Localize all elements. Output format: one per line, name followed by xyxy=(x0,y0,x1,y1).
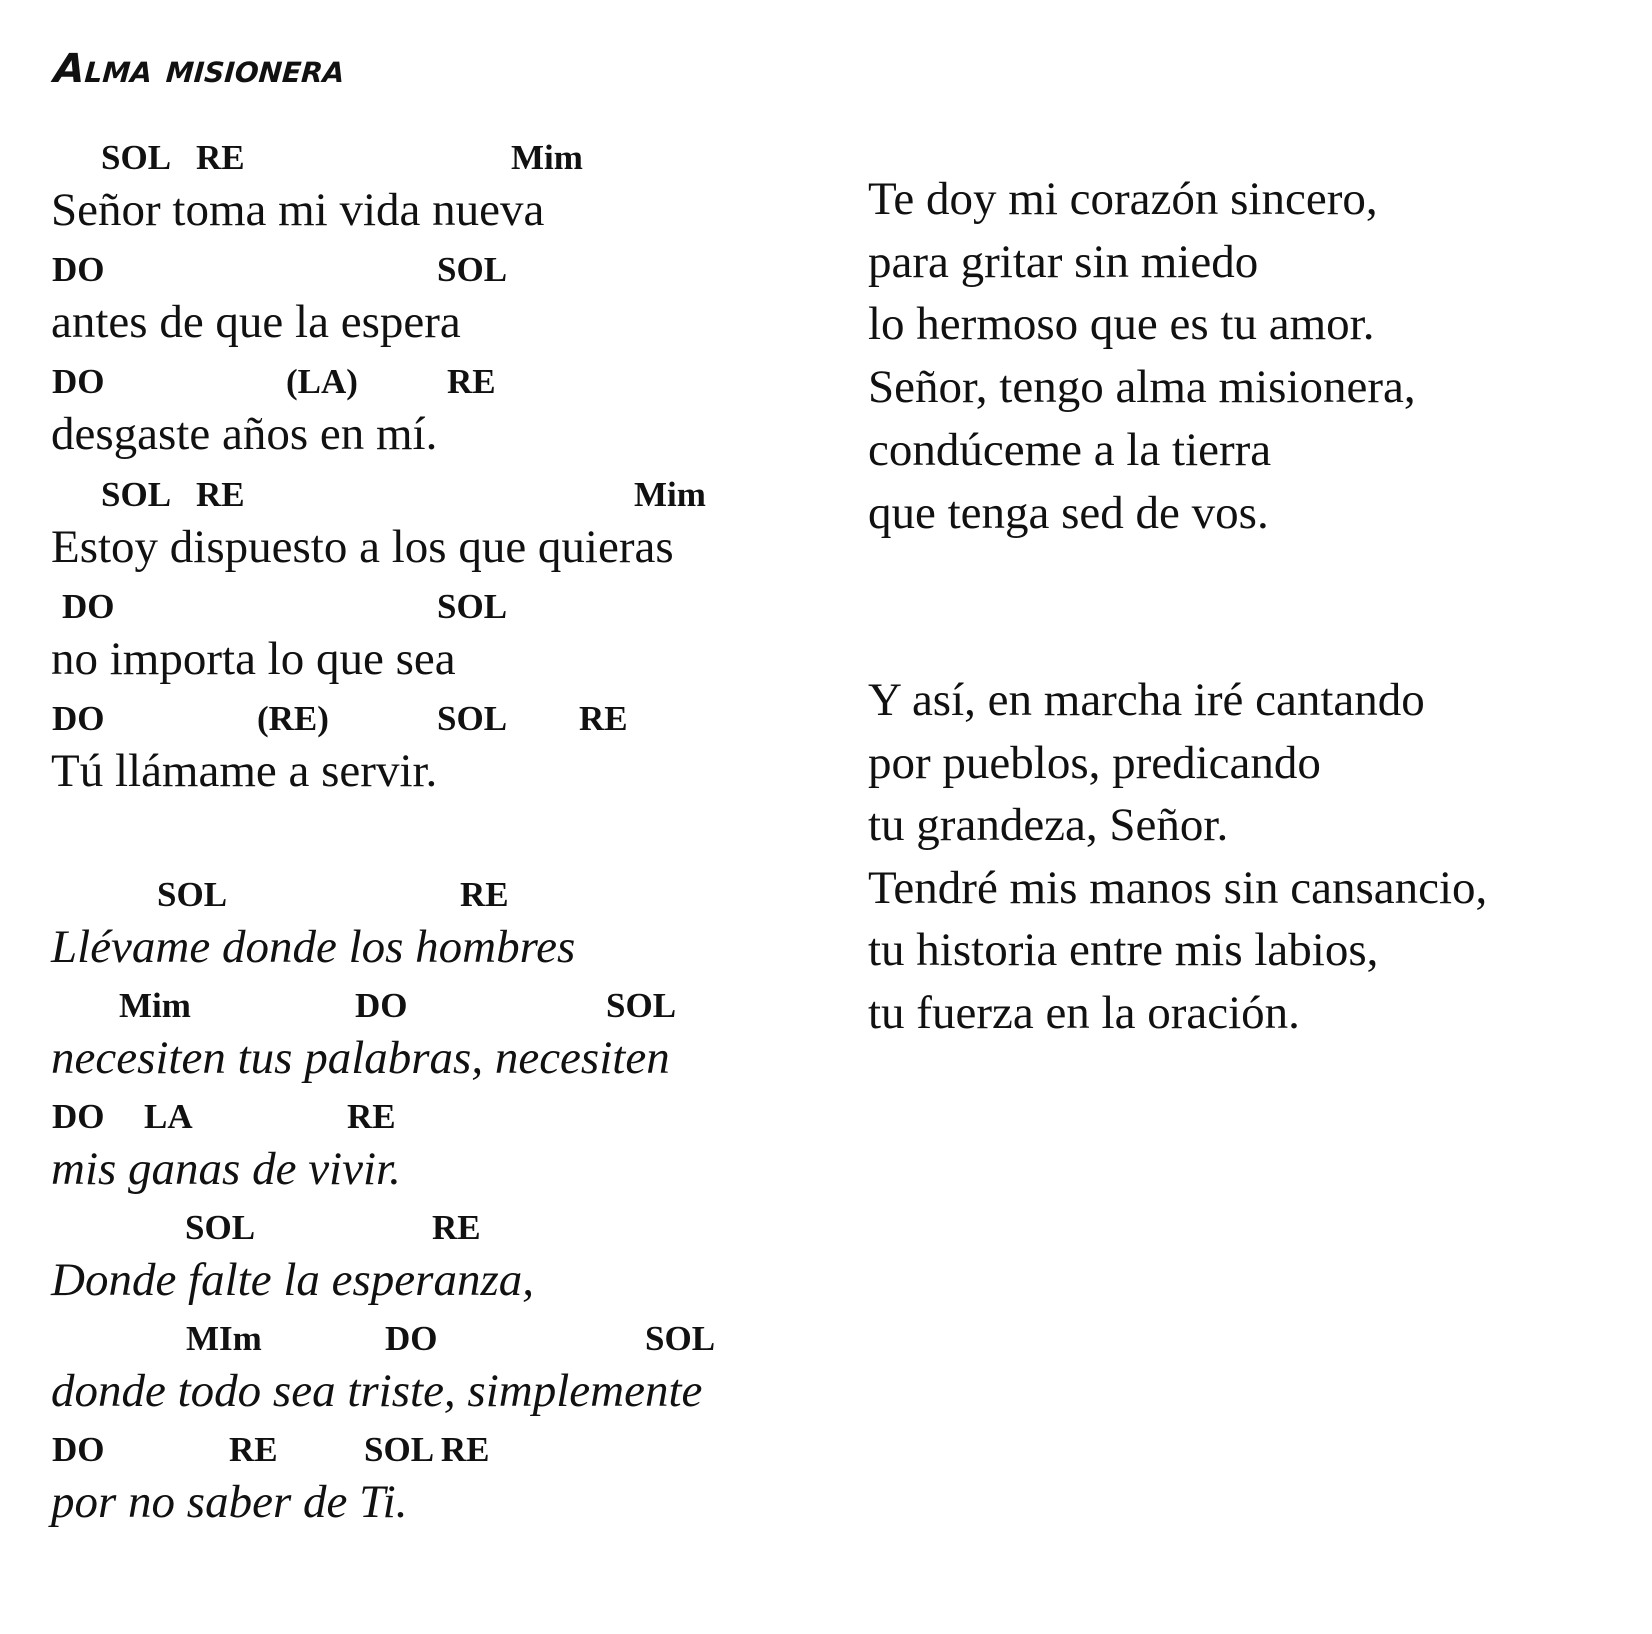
chord: DO xyxy=(52,699,105,738)
chord: RE xyxy=(196,475,245,514)
lyric-line: Estoy dispuesto a los que quieras xyxy=(51,521,674,573)
lyric-line: mis ganas de vivir. xyxy=(51,1143,401,1195)
chord: MIm xyxy=(186,1319,262,1358)
chord: LA xyxy=(144,1097,193,1136)
chord: SOL xyxy=(437,699,508,738)
chord: DO xyxy=(52,250,105,289)
lyric-line: Y así, en marcha iré cantando xyxy=(868,674,1425,726)
chord: RE xyxy=(432,1208,481,1247)
chord: SOL xyxy=(185,1208,256,1247)
lyric-line: que tenga sed de vos. xyxy=(868,487,1269,539)
chord: SOL xyxy=(645,1319,716,1358)
chord: (LA) xyxy=(286,362,358,401)
lyric-line: Señor toma mi vida nueva xyxy=(51,184,545,236)
lyric-line: Señor, tengo alma misionera, xyxy=(868,361,1416,413)
lyric-line: Tendré mis manos sin cansancio, xyxy=(868,862,1488,914)
chord: DO xyxy=(52,1430,105,1469)
lyric-line: por pueblos, predicando xyxy=(868,737,1321,789)
lyric-line: condúceme a la tierra xyxy=(868,424,1272,476)
chord: DO xyxy=(52,362,105,401)
chord: RE xyxy=(447,362,496,401)
lyric-line: tu fuerza en la oración. xyxy=(868,987,1300,1039)
chord: RE xyxy=(196,138,245,177)
chord: RE xyxy=(347,1097,396,1136)
lyric-line: no importa lo que sea xyxy=(51,633,456,685)
chord: Mim xyxy=(119,986,191,1025)
chord: SOL xyxy=(101,475,172,514)
chord: SOL xyxy=(437,587,508,626)
lyric-line: lo hermoso que es tu amor. xyxy=(868,298,1375,350)
lyric-line: Llévame donde los hombres xyxy=(51,921,576,973)
chord: SOL xyxy=(437,250,508,289)
lyric-line: Te doy mi corazón sincero, xyxy=(868,173,1378,225)
lyric-line: por no saber de Ti. xyxy=(51,1476,408,1528)
lyric-line: necesiten tus palabras, necesiten xyxy=(51,1032,670,1084)
chord: DO xyxy=(385,1319,438,1358)
chord: SOL xyxy=(101,138,172,177)
chord: DO xyxy=(355,986,408,1025)
chord: SOL RE xyxy=(364,1430,490,1469)
chord: SOL xyxy=(157,875,228,914)
chord: SOL xyxy=(606,986,677,1025)
lyric-line: donde todo sea triste, simplemente xyxy=(51,1365,703,1417)
chord: Mim xyxy=(511,138,583,177)
lyric-line: tu historia entre mis labios, xyxy=(868,924,1379,976)
chord: DO xyxy=(52,1097,105,1136)
chord: RE xyxy=(579,699,628,738)
chord: RE xyxy=(460,875,509,914)
chord: DO xyxy=(62,587,115,626)
lyric-line: antes de que la espera xyxy=(51,296,461,348)
chord: RE xyxy=(229,1430,278,1469)
chord: Mim xyxy=(634,475,706,514)
song-title: Alma misionera xyxy=(52,46,347,92)
chord: (RE) xyxy=(257,699,329,738)
lyric-line: desgaste años en mí. xyxy=(51,408,438,460)
lyric-line: tu grandeza, Señor. xyxy=(868,799,1229,851)
lyric-line: Tú llámame a servir. xyxy=(51,745,438,797)
lyric-line: para gritar sin miedo xyxy=(868,236,1259,288)
lyric-line: Donde falte la esperanza, xyxy=(51,1254,534,1306)
